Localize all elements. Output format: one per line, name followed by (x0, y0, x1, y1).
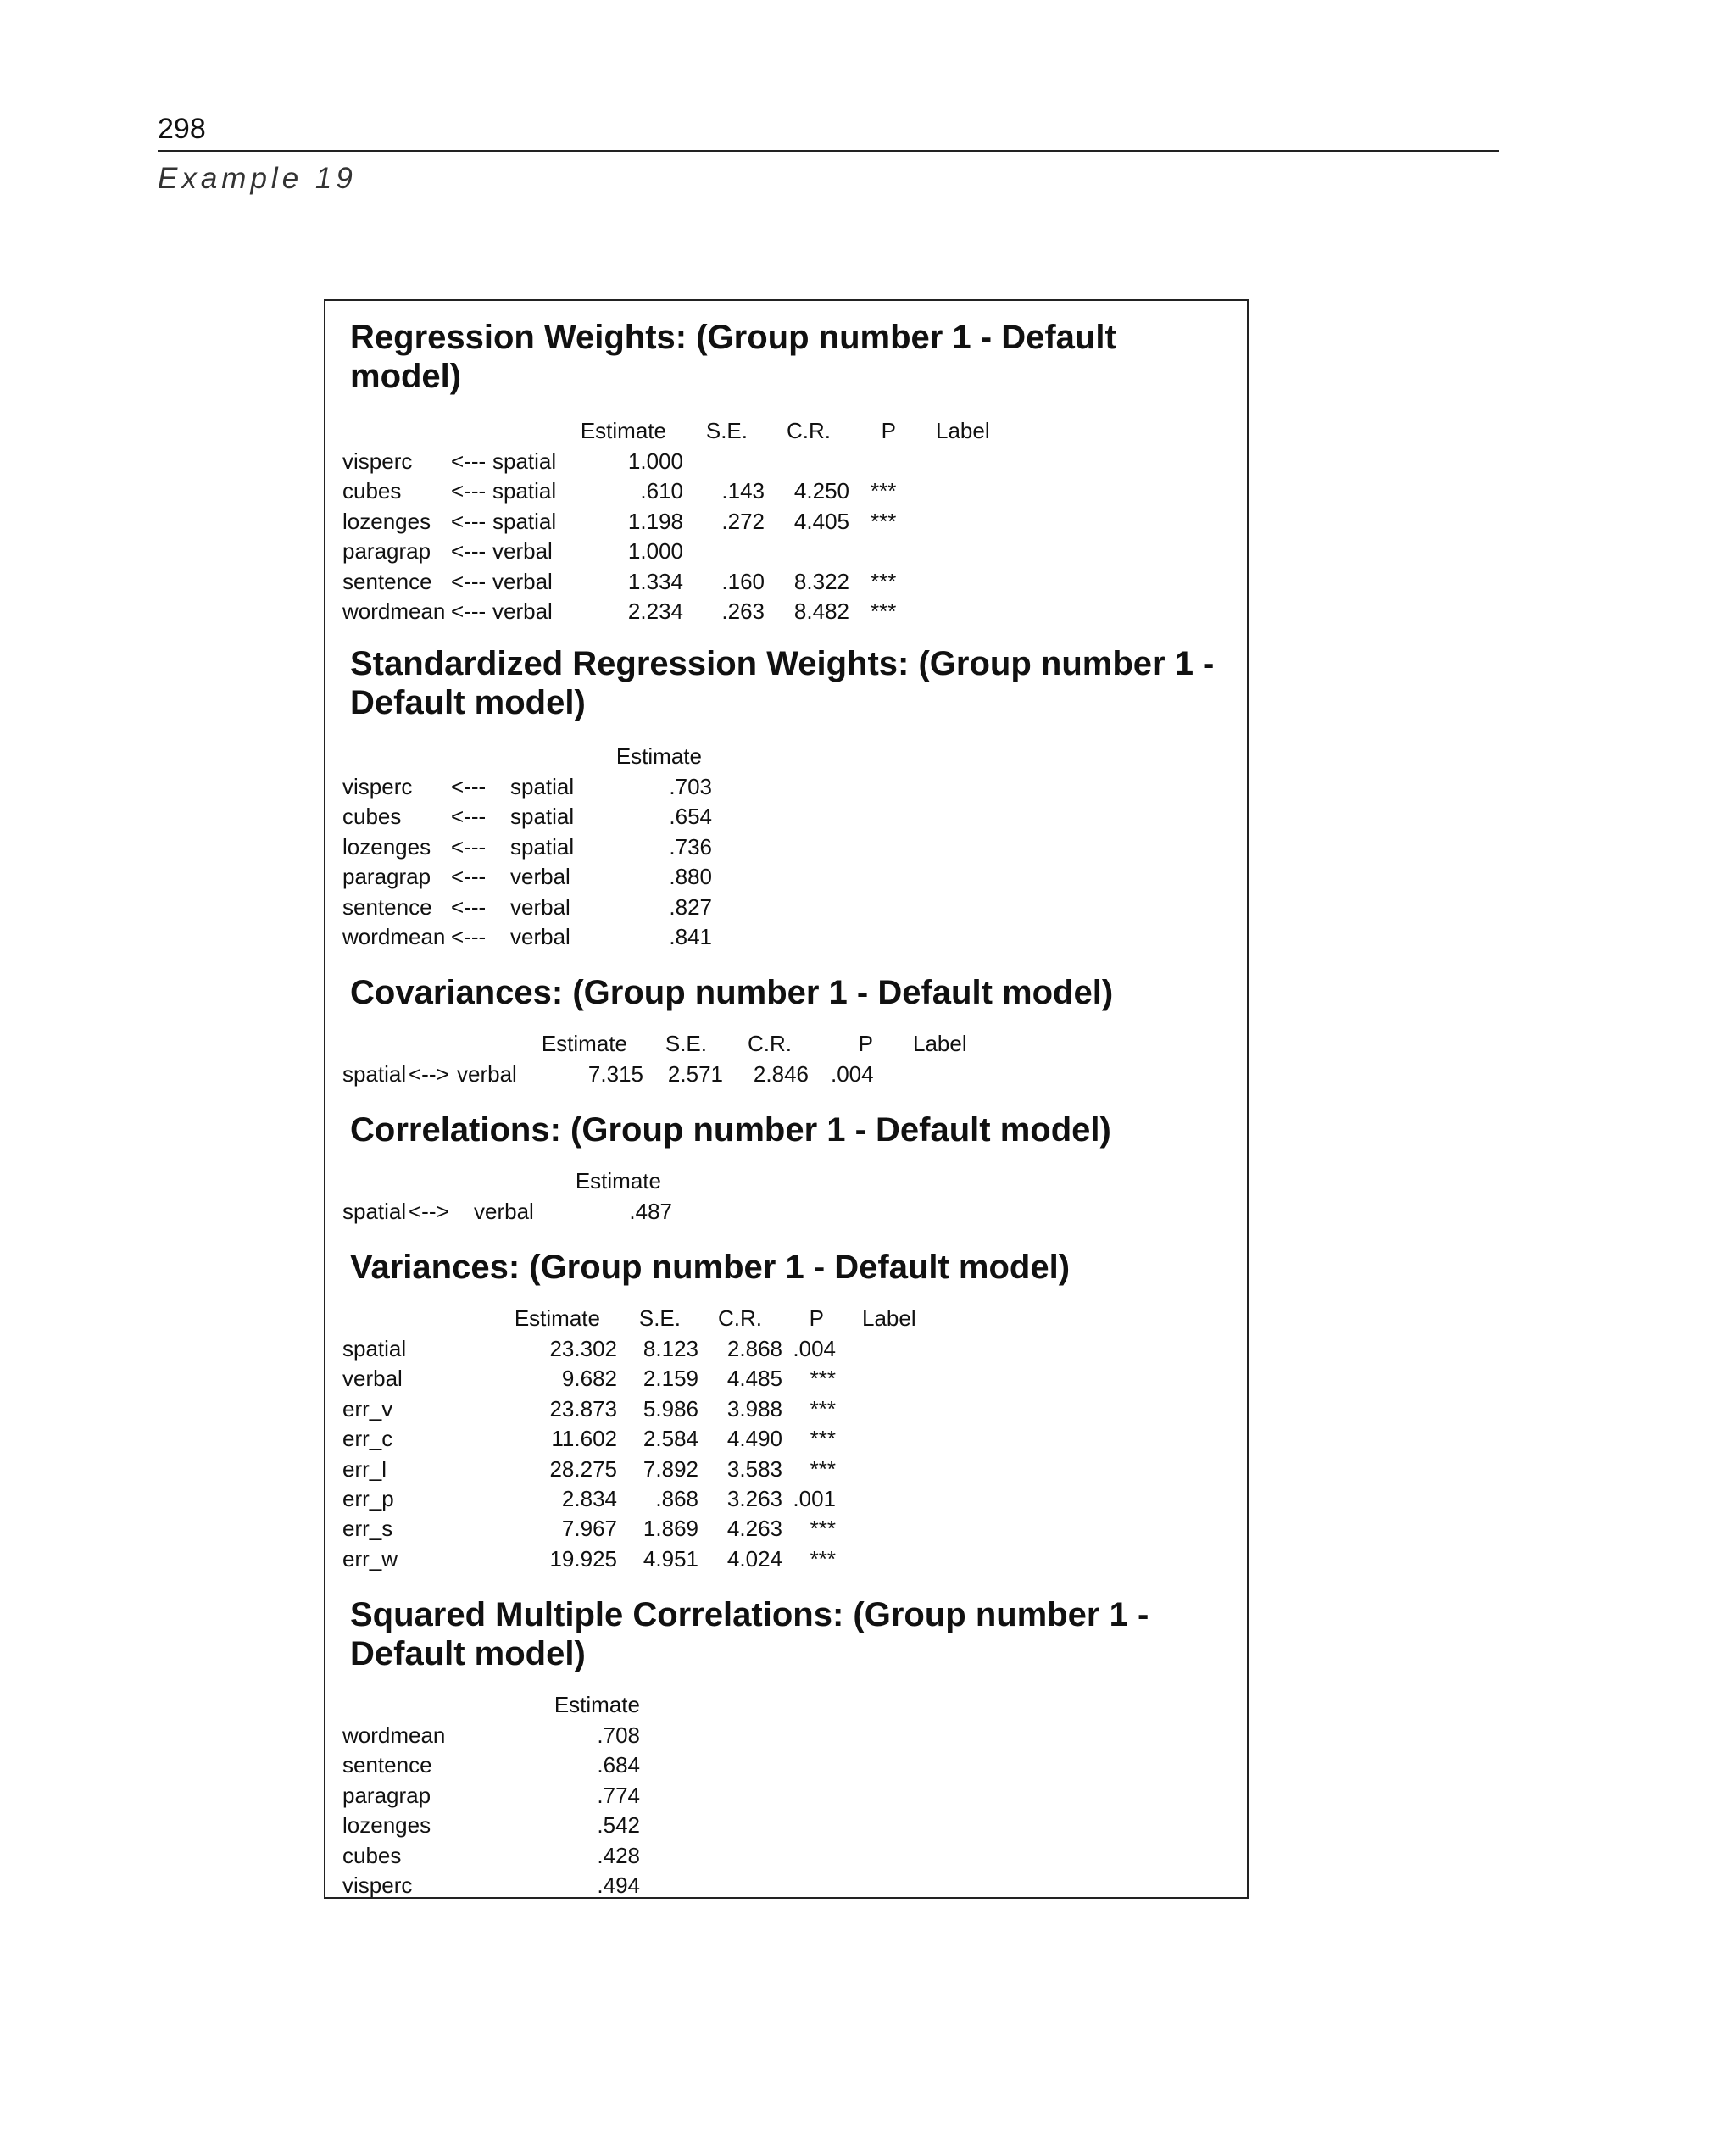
estimate-cell: .703 (669, 774, 712, 799)
regression-weights-heading: Regression Weights: (Group number 1 - Default model) (350, 319, 1116, 395)
estimate-cell: .774 (597, 1782, 640, 1808)
column-header: Estimate (554, 1692, 640, 1717)
column-header: Estimate (575, 1168, 661, 1193)
cr-cell: 4.490 (726, 1426, 782, 1452)
estimate-cell: .654 (669, 804, 712, 830)
cr-cell: 8.322 (793, 568, 849, 594)
path-arrow: <--- (451, 568, 487, 594)
se-cell: .143 (721, 478, 765, 504)
path-arrow: <--- (451, 598, 487, 624)
column-header: P (858, 1031, 873, 1056)
estimate-cell: 2.234 (627, 598, 683, 624)
variances-heading: Variances: (Group number 1 - Default model) (350, 1249, 1071, 1286)
estimate-cell: 2.834 (561, 1486, 617, 1511)
p-cell: *** (871, 598, 897, 624)
estimate-cell: 28.275 (549, 1455, 617, 1482)
page-number: 298 (158, 113, 206, 145)
se-cell: .160 (721, 568, 765, 594)
row-independent-variable: spatial (510, 774, 575, 799)
row-independent-variable: verbal (492, 598, 553, 624)
column-header: Estimate (580, 418, 666, 443)
column-header: S.E. (638, 1305, 681, 1331)
row-independent-variable: spatial (492, 448, 557, 474)
row-variable: wordmean (342, 1722, 446, 1748)
p-cell: *** (810, 1516, 836, 1542)
p-cell: .004 (793, 1336, 836, 1361)
row-dependent-variable: paragrap (342, 538, 431, 565)
estimate-cell: .736 (669, 833, 712, 860)
estimate-cell: .542 (597, 1812, 640, 1839)
row-dependent-variable: sentence (342, 893, 432, 920)
row-variable: cubes (342, 1842, 402, 1868)
cr-cell: 3.988 (726, 1395, 782, 1422)
cr-cell: 2.868 (726, 1336, 782, 1361)
path-arrow: <--- (451, 893, 487, 920)
row-dependent-variable: cubes (342, 478, 402, 504)
cr-cell: 3.583 (726, 1455, 782, 1482)
row-independent-variable: spatial (492, 478, 557, 504)
estimate-cell: .428 (597, 1842, 640, 1868)
estimate-cell: 7.967 (561, 1516, 617, 1542)
column-header: P (881, 418, 896, 443)
path-arrow: <--- (451, 804, 487, 830)
column-header: Label (913, 1031, 967, 1056)
column-header: C.R. (748, 1031, 792, 1056)
row-independent-variable: spatial (492, 508, 557, 534)
p-cell: *** (871, 568, 897, 594)
cr-cell: 4.250 (793, 478, 849, 504)
row-independent-variable: verbal (492, 568, 553, 594)
row-variable: paragrap (342, 1782, 431, 1808)
p-cell: *** (871, 478, 897, 504)
row-independent-variable: verbal (510, 864, 570, 890)
cr-cell: 4.485 (726, 1366, 782, 1392)
standardized-weights-heading: Standardized Regression Weights: (Group number 1 - Default model) (350, 645, 1215, 721)
p-cell: *** (810, 1366, 836, 1392)
column-header: Estimate (541, 1031, 627, 1056)
running-head: Example 19 (158, 162, 357, 195)
path-arrow: <--> (409, 1199, 449, 1224)
cr-cell: 8.482 (793, 598, 849, 624)
estimate-cell: 7.315 (587, 1061, 643, 1087)
column-header: S.E. (705, 418, 748, 443)
row-variable: spatial (342, 1336, 407, 1361)
path-arrow: <--- (451, 774, 487, 799)
path-arrow: <--> (409, 1061, 449, 1087)
estimate-cell: .610 (640, 478, 683, 504)
se-cell: 8.123 (643, 1336, 698, 1361)
column-header: Estimate (514, 1305, 600, 1331)
row-variable: lozenges (342, 1812, 431, 1839)
column-header: S.E. (665, 1031, 707, 1056)
se-cell: .263 (721, 598, 765, 624)
estimate-cell: 11.602 (551, 1426, 617, 1452)
estimate-cell: .708 (597, 1722, 640, 1748)
column-header: Label (862, 1305, 916, 1331)
estimate-cell: .841 (669, 924, 712, 949)
se-cell: 1.869 (643, 1516, 698, 1542)
estimate-cell: .494 (597, 1872, 640, 1898)
row-variable: err_w (342, 1545, 398, 1572)
estimate-cell: .880 (669, 864, 712, 890)
column-header: C.R. (718, 1305, 762, 1331)
row-variable: err_v (342, 1395, 393, 1422)
estimate-cell: .827 (669, 893, 712, 920)
estimate-cell: 1.198 (627, 508, 683, 534)
path-arrow: <--- (451, 538, 487, 565)
row-dependent-variable: lozenges (342, 508, 431, 534)
estimate-cell: 23.873 (549, 1395, 617, 1422)
row-variable-b: verbal (474, 1199, 534, 1224)
se-cell: 2.584 (643, 1426, 698, 1452)
row-dependent-variable: wordmean (342, 598, 446, 624)
path-arrow: <--- (451, 924, 487, 949)
p-cell: *** (871, 508, 897, 534)
row-variable: err_s (342, 1516, 393, 1542)
row-dependent-variable: lozenges (342, 833, 431, 860)
estimate-cell: .684 (597, 1752, 640, 1778)
row-variable-a: spatial (342, 1061, 407, 1087)
se-cell: 5.986 (643, 1395, 698, 1422)
column-header: C.R. (787, 418, 831, 443)
estimate-cell: 1.000 (627, 448, 683, 474)
column-header: P (809, 1305, 824, 1331)
estimate-cell: 1.334 (627, 568, 683, 594)
cr-cell: 3.263 (726, 1486, 782, 1511)
correlations-heading: Correlations: (Group number 1 - Default model) (350, 1111, 1111, 1149)
row-dependent-variable: cubes (342, 804, 402, 830)
path-arrow: <--- (451, 478, 487, 504)
se-cell: 4.951 (643, 1545, 698, 1572)
estimate-cell: 19.925 (549, 1545, 617, 1572)
row-variable: err_c (342, 1426, 393, 1452)
cr-cell: 4.263 (726, 1516, 782, 1542)
cr-cell: 2.846 (753, 1061, 809, 1087)
row-independent-variable: spatial (510, 833, 575, 860)
row-dependent-variable: visperc (342, 774, 413, 799)
row-variable: sentence (342, 1752, 432, 1778)
path-arrow: <--- (451, 864, 487, 890)
se-cell: 2.571 (667, 1061, 723, 1087)
cr-cell: 4.024 (726, 1545, 782, 1572)
row-dependent-variable: visperc (342, 448, 413, 474)
column-header: Estimate (615, 743, 702, 769)
row-variable: err_p (342, 1486, 394, 1511)
header-rule (158, 150, 1499, 152)
estimate-cell: .487 (629, 1199, 672, 1224)
row-dependent-variable: paragrap (342, 864, 431, 890)
row-variable: visperc (342, 1872, 413, 1898)
se-cell: 2.159 (643, 1366, 698, 1392)
p-cell: *** (810, 1395, 836, 1422)
row-independent-variable: spatial (510, 804, 575, 830)
p-cell: *** (810, 1426, 836, 1452)
row-dependent-variable: wordmean (342, 924, 446, 949)
row-dependent-variable: sentence (342, 568, 432, 594)
column-header: Label (936, 418, 990, 443)
se-cell: .868 (655, 1486, 698, 1511)
smc-heading: Squared Multiple Correlations: (Group number 1 - Default model) (350, 1596, 1149, 1672)
path-arrow: <--- (451, 448, 487, 474)
estimate-cell: 23.302 (549, 1336, 617, 1361)
row-independent-variable: verbal (510, 924, 570, 949)
se-cell: .272 (721, 508, 765, 534)
p-cell: .001 (793, 1486, 836, 1511)
path-arrow: <--- (451, 508, 487, 534)
estimate-cell: 9.682 (561, 1366, 617, 1392)
p-cell: .004 (831, 1061, 874, 1087)
row-independent-variable: verbal (492, 538, 553, 565)
path-arrow: <--- (451, 833, 487, 860)
se-cell: 7.892 (643, 1455, 698, 1482)
row-independent-variable: verbal (510, 893, 570, 920)
row-variable-b: verbal (457, 1061, 517, 1087)
p-cell: *** (810, 1455, 836, 1482)
cr-cell: 4.405 (793, 508, 849, 534)
row-variable: verbal (342, 1366, 403, 1392)
row-variable-a: spatial (342, 1199, 407, 1224)
covariances-heading: Covariances: (Group number 1 - Default model) (350, 974, 1114, 1011)
p-cell: *** (810, 1545, 836, 1572)
row-variable: err_l (342, 1455, 387, 1482)
estimate-cell: 1.000 (627, 538, 683, 565)
